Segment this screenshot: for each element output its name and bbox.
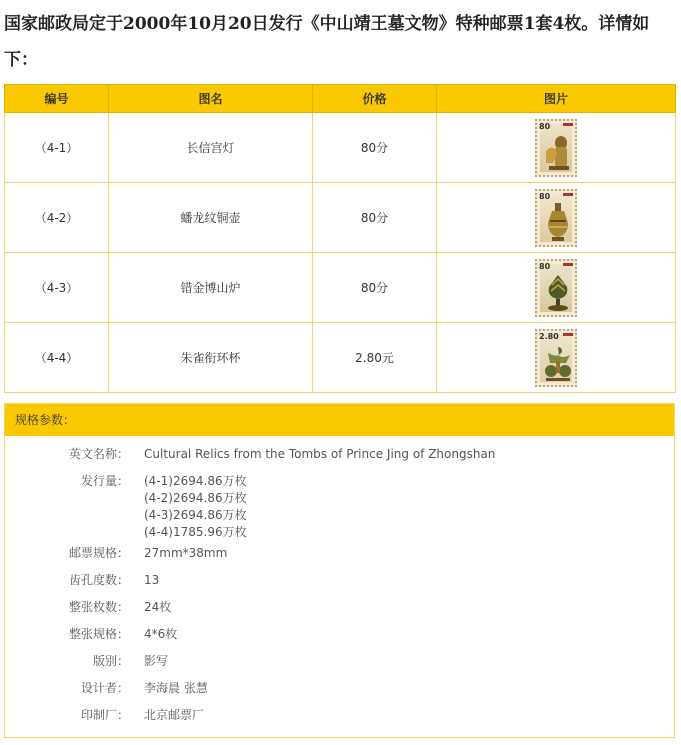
header-number: 编号 <box>5 85 109 113</box>
spec-label: 邮票规格： <box>68 546 129 560</box>
header-image: 图片 <box>437 85 676 113</box>
spec-title: 规格参数： <box>5 404 674 436</box>
spec-value: (4-1)2694.86万枚 <box>144 474 247 488</box>
lamp-stamp-icon[interactable] <box>535 119 577 177</box>
stamp-value: 80 <box>539 121 551 131</box>
table-row <box>5 113 676 183</box>
header-name: 图名 <box>109 85 313 113</box>
stamp-number: （4-1） <box>5 113 109 183</box>
stamp-value: 80 <box>539 261 551 271</box>
stamp-price: 80分 <box>313 113 437 183</box>
spec-value: 北京邮票厂 <box>144 708 205 722</box>
stamp-name: 朱雀衔环杯 <box>109 323 313 393</box>
bird-cup-stamp-icon[interactable] <box>535 329 577 387</box>
stamp-price: 2.80元 <box>313 323 437 393</box>
spec-label: 发行量： <box>80 474 129 488</box>
spec-label: 设计者： <box>80 681 129 695</box>
spec-label: 整张规格： <box>68 627 129 641</box>
spec-panel <box>4 403 675 738</box>
intro-text: 国家邮政局定于2000年10月20日发行《中山靖王墓文物》特种邮票1套4枚。详情如下： <box>4 14 650 70</box>
spec-value: (4-2)2694.86万枚 <box>144 491 247 505</box>
stamp-value: 2.80 <box>539 331 559 341</box>
stamp-price: 80分 <box>313 183 437 253</box>
stamp-name: 错金博山炉 <box>109 253 313 323</box>
table-row <box>5 323 676 393</box>
stamp-table <box>4 84 676 393</box>
vase-stamp-icon[interactable] <box>535 189 577 247</box>
censer-stamp-icon[interactable] <box>535 259 577 317</box>
table-header-row <box>5 85 676 113</box>
stamp-number: （4-4） <box>5 323 109 393</box>
spec-label: 印制厂： <box>80 708 129 722</box>
stamp-number: （4-3） <box>5 253 109 323</box>
stamp-name: 蟠龙纹铜壶 <box>109 183 313 253</box>
spec-value: 13 <box>144 573 160 587</box>
spec-label: 版别： <box>92 654 129 668</box>
spec-value: (4-3)2694.86万枚 <box>144 508 247 522</box>
stamp-price: 80分 <box>313 253 437 323</box>
table-row <box>5 253 676 323</box>
spec-label: 齿孔度数： <box>68 573 129 587</box>
spec-value: 24枚 <box>144 600 172 614</box>
spec-value: 影写 <box>144 654 169 668</box>
spec-label: 英文名称： <box>68 447 129 461</box>
spec-value: 4*6枚 <box>144 627 178 641</box>
spec-value: 27mm*38mm <box>144 546 228 560</box>
spec-value: Cultural Relics from the Tombs of Prince Jing of Zhongshan <box>144 447 496 461</box>
spec-value: (4-4)1785.96万枚 <box>144 525 247 539</box>
spec-label: 整张枚数： <box>68 600 129 614</box>
stamp-name: 长信宫灯 <box>109 113 313 183</box>
header-price: 价格 <box>313 85 437 113</box>
stamp-number: （4-2） <box>5 183 109 253</box>
stamp-value: 80 <box>539 191 551 201</box>
spec-value: 李海晨 张慧 <box>144 681 208 695</box>
table-row <box>5 183 676 253</box>
